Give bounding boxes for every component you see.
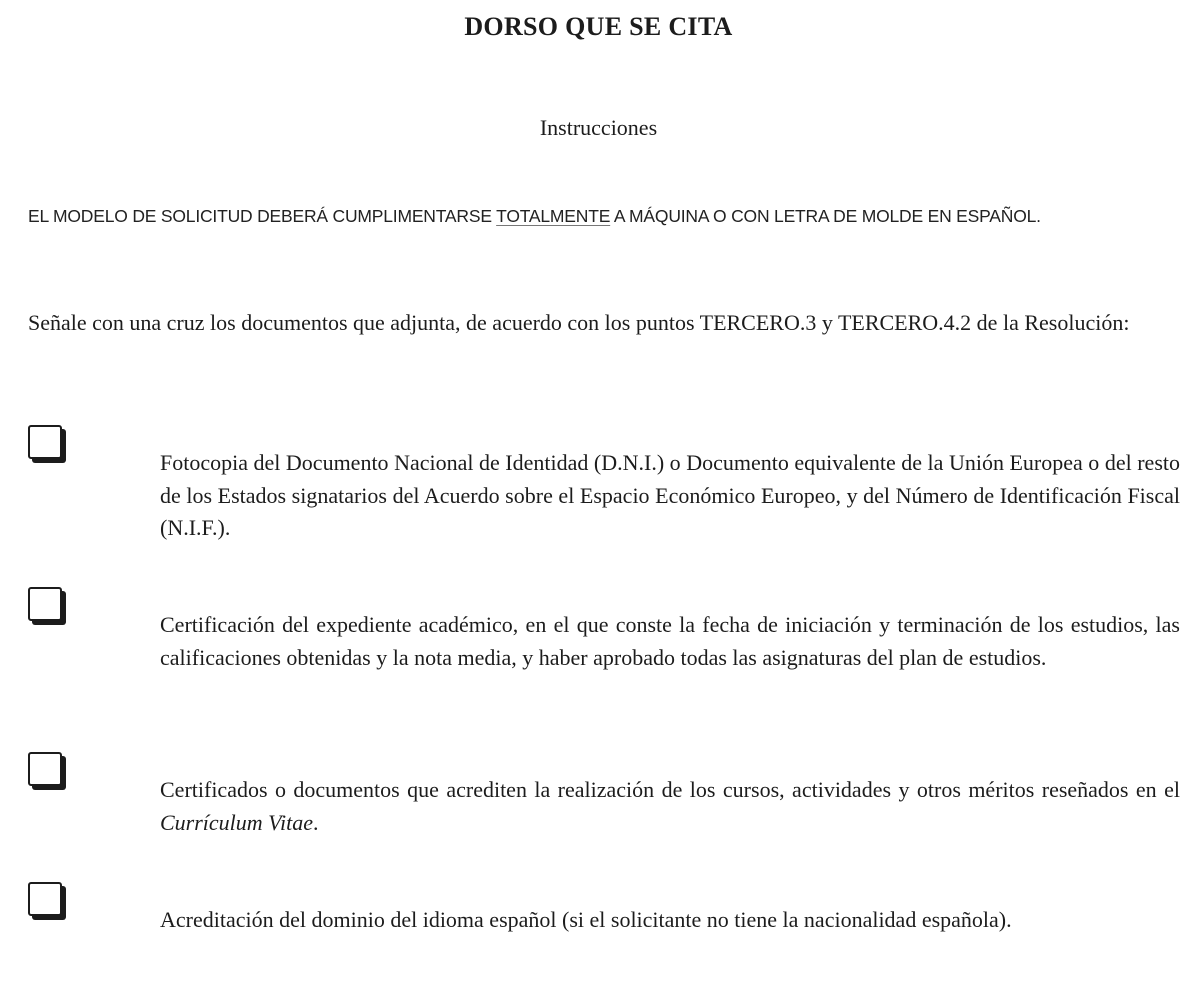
checkbox-spanish-language[interactable] [28, 882, 62, 916]
checklist-intro: Señale con una cruz los documentos que adjunta, de acuerdo con los puntos TERCERO.3 y TERCERO.4.2 de la Resolución: [28, 310, 1130, 335]
instructions-heading: Instrucciones [539, 115, 658, 140]
certificates-text-end: . [312, 809, 319, 835]
checkbox-dni[interactable] [28, 425, 62, 459]
checklist-item-text: Certificación del expediente académico, en el que conste la fecha de iniciación y terminación de los estudios, las calificaciones obtenidas y la nota media, y haber aprobado todas las asignaturas del plan de estudios. [160, 612, 1180, 670]
checklist-item-text [160, 774, 1180, 839]
notice-emphasis: TOTALMENTE [496, 206, 611, 226]
curriculum-vitae-text: Currículum Vitae [160, 809, 313, 835]
notice-text-before: EL MODELO DE SOLICITUD DEBERÁ CUMPLIMENTARSE [28, 206, 497, 226]
checklist-item-text: Fotocopia del Documento Nacional de Identidad (D.N.I.) o Documento equivalente de la Unión Europea o del resto de los Estados signatarios del Acuerdo sobre el Espacio Económico Europeo, y del Número de Identificación Fiscal (N.I.F.). [160, 450, 1180, 540]
checkbox-certificates[interactable] [28, 752, 62, 786]
page-title: DORSO QUE SE CITA [464, 12, 733, 41]
completion-notice [28, 204, 1178, 229]
certificates-text: Certificados o documentos que acrediten la realización de los cursos, actividades y otros méritos reseñados en el [160, 777, 1180, 802]
checkbox-academic-record[interactable] [28, 587, 62, 621]
notice-text-after: A MÁQUINA O CON LETRA DE MOLDE EN ESPAÑOL. [610, 206, 1041, 226]
checklist-item-text: Acreditación del dominio del idioma español (si el solicitante no tiene la nacionalidad española). [160, 907, 1012, 932]
